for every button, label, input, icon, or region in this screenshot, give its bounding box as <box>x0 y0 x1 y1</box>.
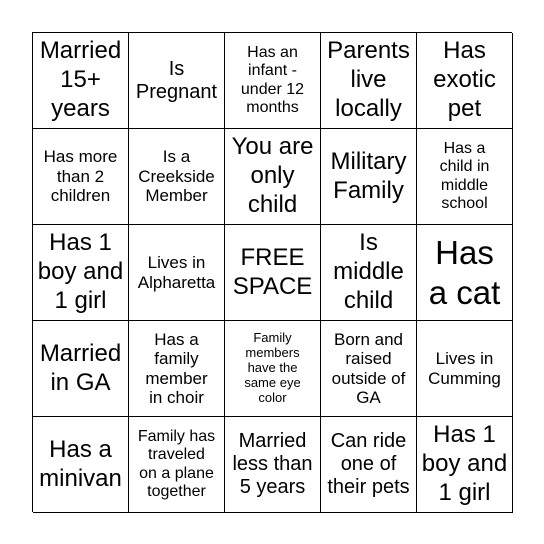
cell-label: Can ride one of their pets <box>327 430 410 498</box>
cell-label: Married in GA <box>39 339 122 396</box>
bingo-cell-b4[interactable] <box>33 321 129 417</box>
bingo-cell-g5[interactable] <box>321 417 417 513</box>
bingo-cell-b3[interactable] <box>33 225 129 321</box>
cell-label: Military Family <box>330 147 407 204</box>
cell-label: Parents live locally <box>327 37 410 122</box>
bingo-cell-b5[interactable] <box>33 417 129 513</box>
cell-label: Has more than 2 children <box>43 147 118 206</box>
bingo-cell-i3[interactable] <box>129 225 225 321</box>
bingo-cell-g2[interactable] <box>321 129 417 225</box>
bingo-cell-o4[interactable] <box>417 321 513 417</box>
bingo-cell-n5[interactable] <box>225 417 321 513</box>
bingo-cell-i1[interactable] <box>129 33 225 129</box>
cell-label: Has an infant - under 12 months <box>240 44 305 116</box>
cell-label: You are only child <box>231 133 314 218</box>
bingo-cell-o3[interactable] <box>417 225 513 321</box>
bingo-board <box>32 32 512 512</box>
cell-label: Is a Creekside Member <box>138 147 215 206</box>
bingo-cell-free-space[interactable] <box>225 225 321 321</box>
bingo-cell-n1[interactable] <box>225 33 321 129</box>
cell-label: Is middle child <box>333 229 404 314</box>
bingo-cell-o1[interactable] <box>417 33 513 129</box>
cell-label: Has 1 boy and 1 girl <box>421 421 508 506</box>
bingo-cell-o2[interactable] <box>417 129 513 225</box>
bingo-cell-b2[interactable] <box>33 129 129 225</box>
cell-label: Has a family member in choir <box>145 329 208 407</box>
cell-label: Has a minivan <box>39 435 122 492</box>
bingo-cell-g4[interactable] <box>321 321 417 417</box>
cell-label: Has a child in middle school <box>439 140 490 212</box>
bingo-cell-g1[interactable] <box>321 33 417 129</box>
bingo-cell-n2[interactable] <box>225 129 321 225</box>
cell-label: Married 15+ years <box>39 37 122 122</box>
bingo-cell-i4[interactable] <box>129 321 225 417</box>
bingo-cell-o5[interactable] <box>417 417 513 513</box>
cell-label: Born and raised outside of GA <box>331 329 406 407</box>
cell-label: FREE SPACE <box>232 243 313 300</box>
cell-label: Has a cat <box>428 233 501 311</box>
bingo-cell-g3[interactable] <box>321 225 417 321</box>
cell-label: Lives in Cumming <box>428 349 501 388</box>
cell-label: Has 1 boy and 1 girl <box>37 229 124 314</box>
bingo-cell-i2[interactable] <box>129 129 225 225</box>
cell-label: Has exotic pet <box>433 37 496 122</box>
cell-label: Is Pregnant <box>135 57 218 103</box>
bingo-cell-n4[interactable] <box>225 321 321 417</box>
bingo-cell-i5[interactable] <box>129 417 225 513</box>
cell-label: Married less than 5 years <box>232 430 313 498</box>
cell-label: Lives in Alpharetta <box>137 253 216 292</box>
cell-label: Family has traveled on a plane together <box>137 428 216 500</box>
bingo-cell-b1[interactable] <box>33 33 129 129</box>
cell-label: Family members have the same eye color <box>244 330 301 405</box>
